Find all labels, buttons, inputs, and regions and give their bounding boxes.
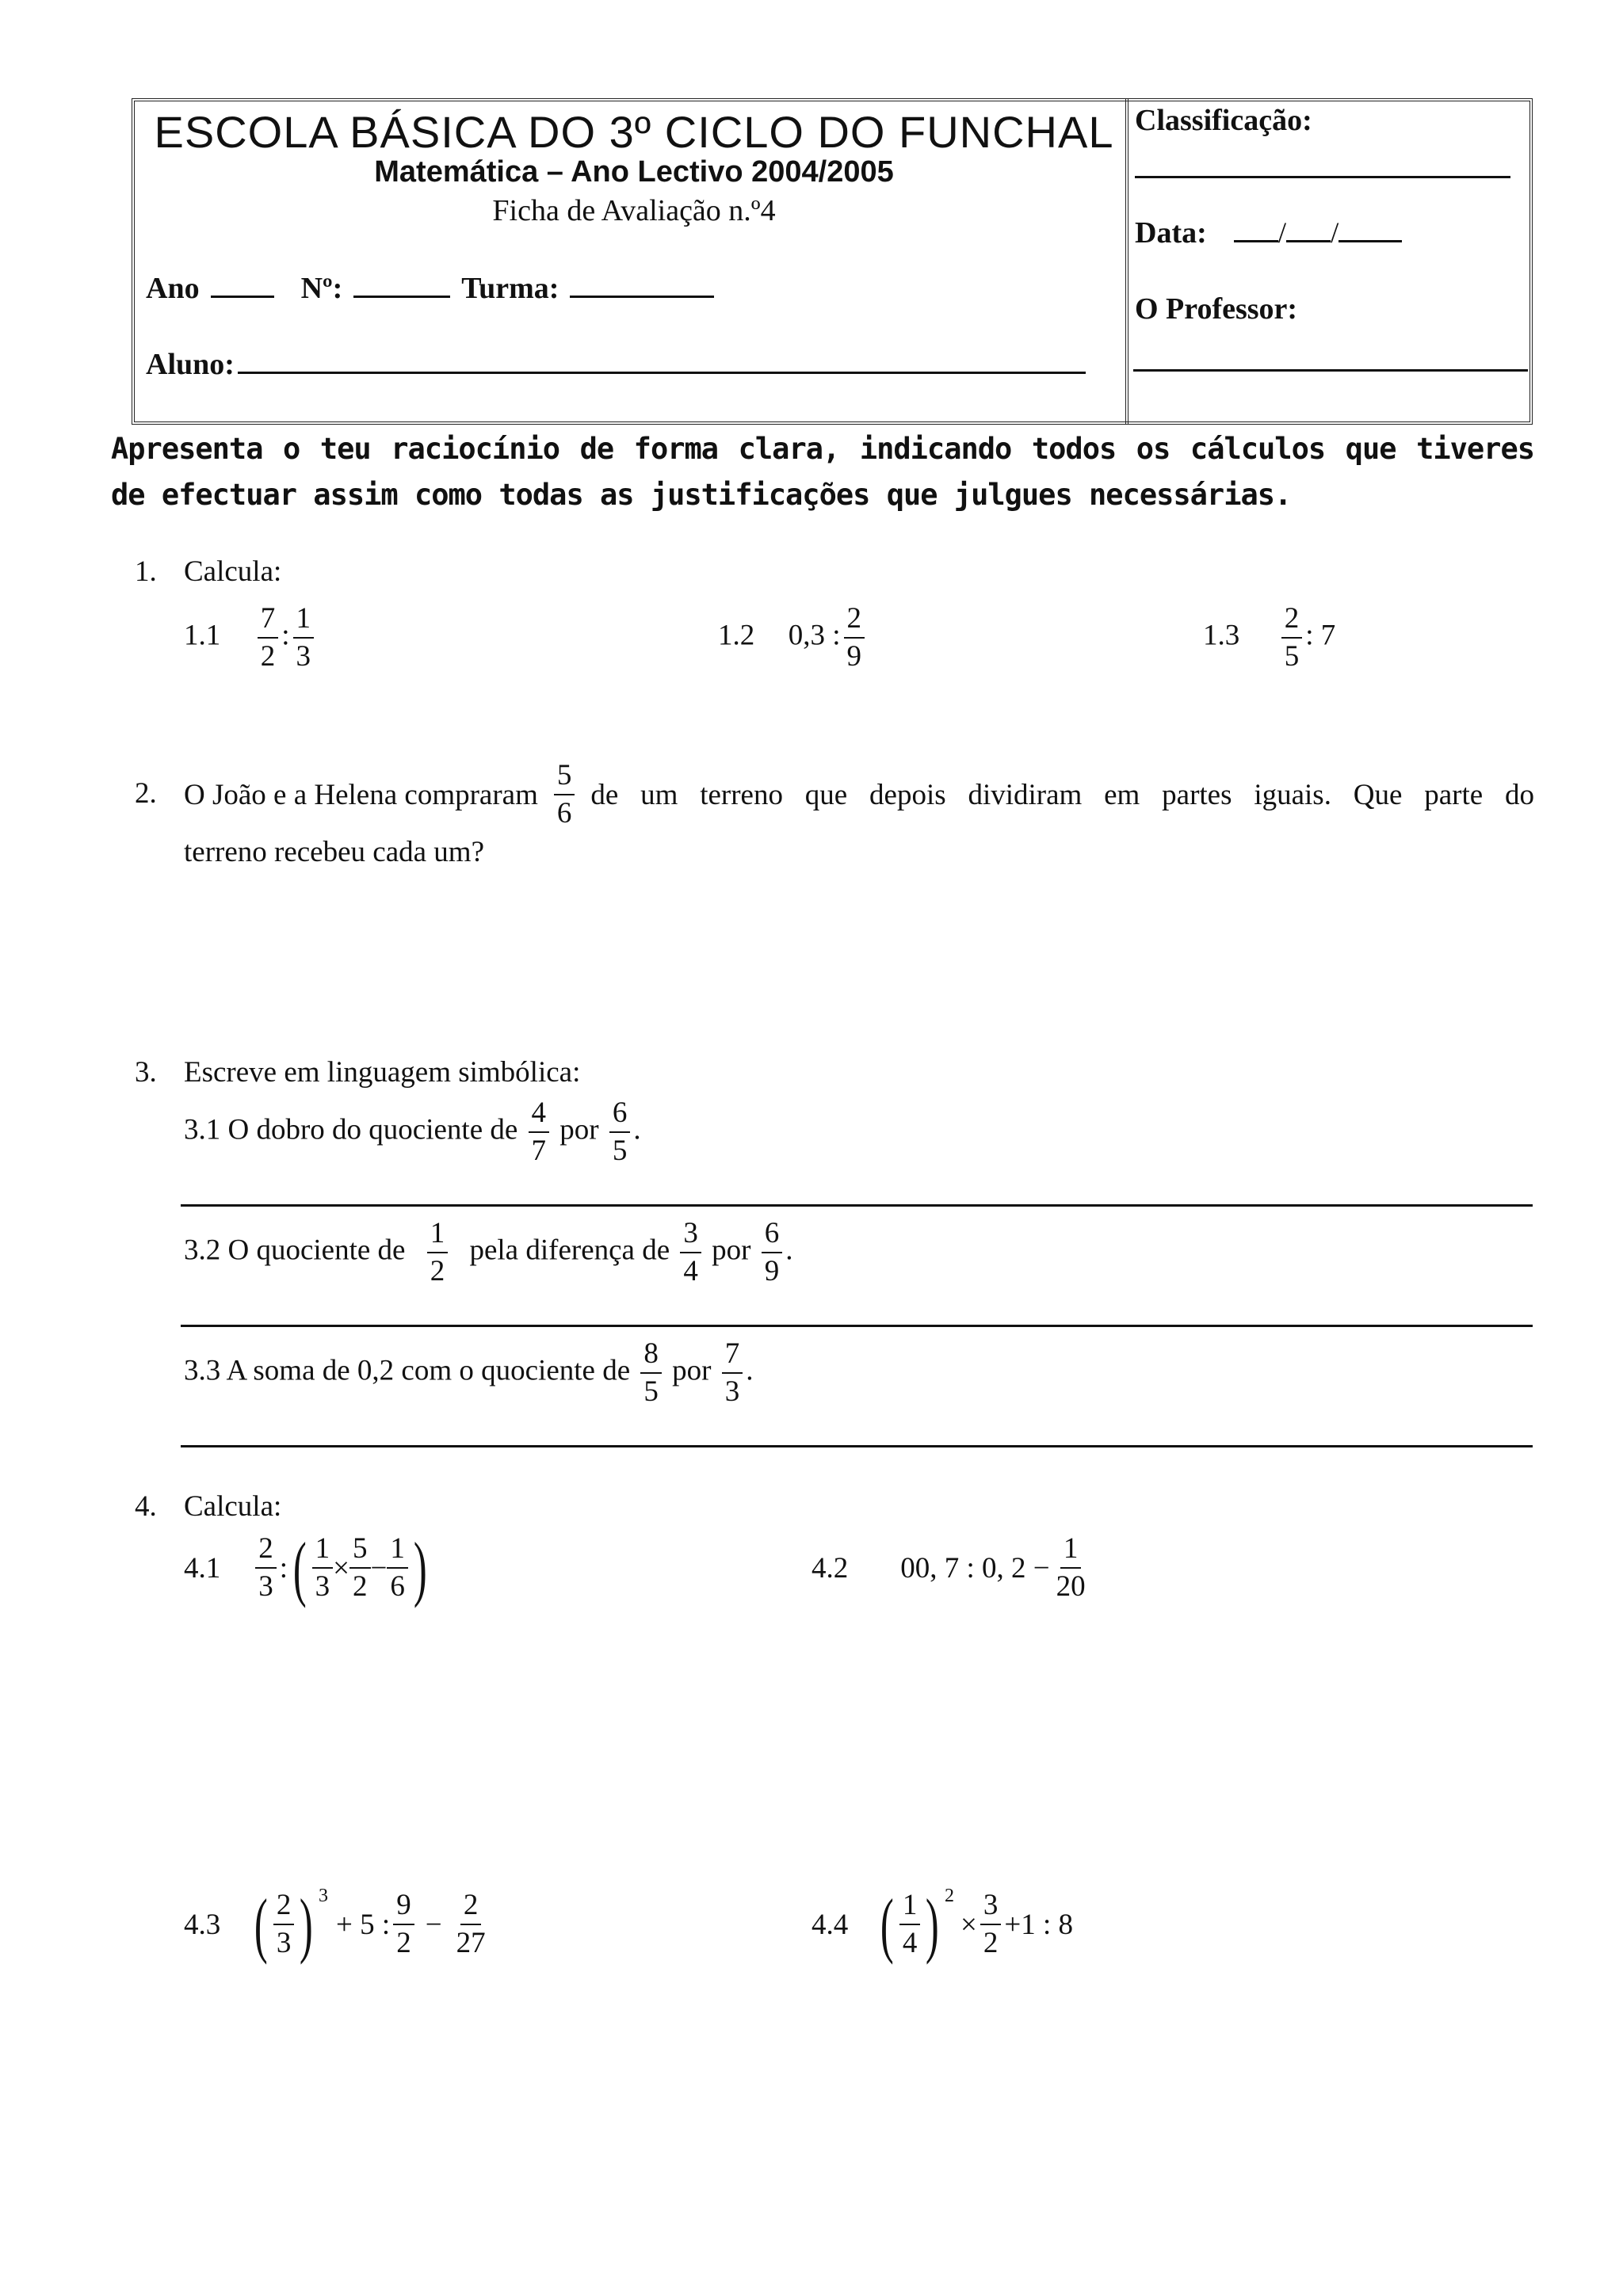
exponent: 2 (945, 1885, 955, 1906)
q2-number: 2. (135, 777, 157, 810)
header-divider (1125, 98, 1128, 425)
turma-label: Turma: (461, 272, 559, 305)
q4-2: 4.2 00, 7 : 0, 2 − $\frac{1}{20}$ (812, 1531, 1092, 1605)
answer-line-3-1[interactable] (181, 1204, 1533, 1207)
q3-text: Escreve em linguagem simbólica: (184, 1056, 581, 1089)
fraction: $\frac{8}{5}$ (640, 1336, 662, 1410)
fraction: $\frac{3}{2}$ (980, 1887, 1002, 1962)
q1-3-label: 1.3 (1203, 619, 1240, 652)
ano-label: Ano (146, 272, 200, 305)
q3-1: 3.1 O dobro do quociente de $\frac{4}{7}$ por $\frac{6}{5}$ . (184, 1095, 641, 1169)
data-year-field[interactable] (1338, 216, 1402, 242)
q1-number: 1. (135, 555, 157, 588)
data-month-field[interactable] (1286, 216, 1331, 242)
worksheet-title: Ficha de Avaliação n.º4 (492, 194, 776, 227)
q3-2: 3.2 O quociente de $\frac{1}{2}$ pela diferença de $\frac{3}{4}$ por $\frac{6}{9}$ . (184, 1215, 792, 1290)
classificacao-field[interactable] (1135, 176, 1510, 178)
fraction: $\frac{7}{2}$ (258, 601, 279, 675)
left-paren: ( (880, 1884, 894, 1965)
q3-number: 3. (135, 1056, 157, 1089)
data-day-field[interactable] (1234, 216, 1278, 242)
turma-field[interactable] (570, 272, 714, 298)
fraction: $\frac{1}{2}$ (427, 1215, 449, 1290)
q2-line1: O João e a Helena compraram $\frac{5}{6}$ de um terreno que depois dividiram em partes iguais. Que parte do (184, 757, 1534, 832)
instructions: Apresenta o teu raciocínio de forma clara, indicando todos os cálculos que tiveres de efectuar assim como todas as justificações que julgues necessárias. (111, 432, 1534, 512)
student-info-row (146, 271, 714, 306)
fraction: $\frac{9}{2}$ (393, 1887, 414, 1962)
fraction: $\frac{4}{7}$ (529, 1095, 550, 1169)
fraction: $\frac{2}{9}$ (844, 601, 865, 675)
fraction: $\frac{5}{2}$ (349, 1531, 371, 1605)
fraction: $\frac{3}{4}$ (680, 1215, 701, 1290)
fraction: $\frac{1}{3}$ (312, 1531, 334, 1605)
q4-4: 4.4 ( $\frac{1}{4}$ ) 2 × $\frac{3}{2}$ +1 : 8 (812, 1884, 1074, 1965)
fraction: $\frac{2}{27}$ (456, 1889, 486, 1959)
fraction: $\frac{1}{3}$ (293, 601, 315, 675)
q1-1: 1.1 $\frac{7}{2}$ : $\frac{1}{3}$ (184, 601, 317, 675)
aluno-row (146, 347, 1086, 382)
data-slash: / (1331, 217, 1339, 250)
aluno-field[interactable] (238, 348, 1086, 374)
fraction: $\frac{2}{5}$ (1281, 601, 1303, 675)
fraction: $\frac{6}{9}$ (762, 1215, 783, 1290)
fraction: $\frac{1}{6}$ (387, 1531, 408, 1605)
fraction: $\frac{6}{5}$ (609, 1095, 631, 1169)
right-paren: ) (300, 1884, 314, 1965)
q1-3: 1.3 $\frac{2}{5}$ : 7 (1203, 601, 1335, 675)
professor-label: O Professor: (1135, 292, 1298, 326)
q1-text: Calcula: (184, 555, 282, 588)
q2-line2: terreno recebeu cada um? (184, 836, 484, 868)
numero-field[interactable] (353, 272, 450, 298)
fraction: $\frac{1}{20}$ (1056, 1532, 1086, 1603)
aluno-label: Aluno: (146, 348, 235, 381)
fraction: $\frac{7}{3}$ (722, 1336, 743, 1410)
data-slash: / (1277, 217, 1287, 250)
left-paren: ( (292, 1527, 307, 1608)
fraction: $\frac{2}{3}$ (273, 1887, 295, 1962)
exponent: 3 (319, 1885, 329, 1906)
answer-line-3-2[interactable] (181, 1325, 1533, 1327)
fraction: $\frac{1}{4}$ (899, 1887, 921, 1962)
classificacao-label: Classificação: (1135, 104, 1312, 137)
professor-field[interactable] (1133, 369, 1528, 372)
data-row (1135, 215, 1402, 250)
fraction: $\frac{5}{6}$ (554, 757, 575, 832)
right-paren: ) (926, 1884, 940, 1965)
q4-1: 4.1 $\frac{2}{3}$ : ( $\frac{1}{3}$ × $\frac{5}{2}$ − $\frac{1}{6}$ ) (184, 1527, 427, 1608)
q4-text: Calcula: (184, 1490, 282, 1523)
data-label: Data: (1135, 216, 1207, 250)
left-paren: ( (254, 1884, 268, 1965)
q1-2: 1.2 0,3 : $\frac{2}{9}$ (718, 601, 868, 675)
q4-3: 4.3 ( $\frac{2}{3}$ ) 3 + 5 : $\frac{9}{2}$ − $\frac{2}{27}$ (184, 1887, 492, 1962)
q3-3: 3.3 A soma de 0,2 com o quociente de $\frac{8}{5}$ por $\frac{7}{3}$ . (184, 1336, 753, 1410)
q1-1-label: 1.1 (184, 619, 221, 652)
q1-2-label: 1.2 (718, 619, 755, 652)
subject-title: Matemática – Ano Lectivo 2004/2005 (374, 155, 894, 189)
school-name: ESCOLA BÁSICA DO 3º CICLO DO FUNCHAL (154, 107, 1114, 157)
q4-number: 4. (135, 1490, 157, 1523)
answer-line-3-3[interactable] (181, 1445, 1533, 1447)
fraction: $\frac{2}{3}$ (255, 1531, 277, 1605)
right-paren: ) (413, 1527, 427, 1608)
ano-field[interactable] (211, 272, 274, 298)
numero-label: Nº: (300, 272, 343, 305)
